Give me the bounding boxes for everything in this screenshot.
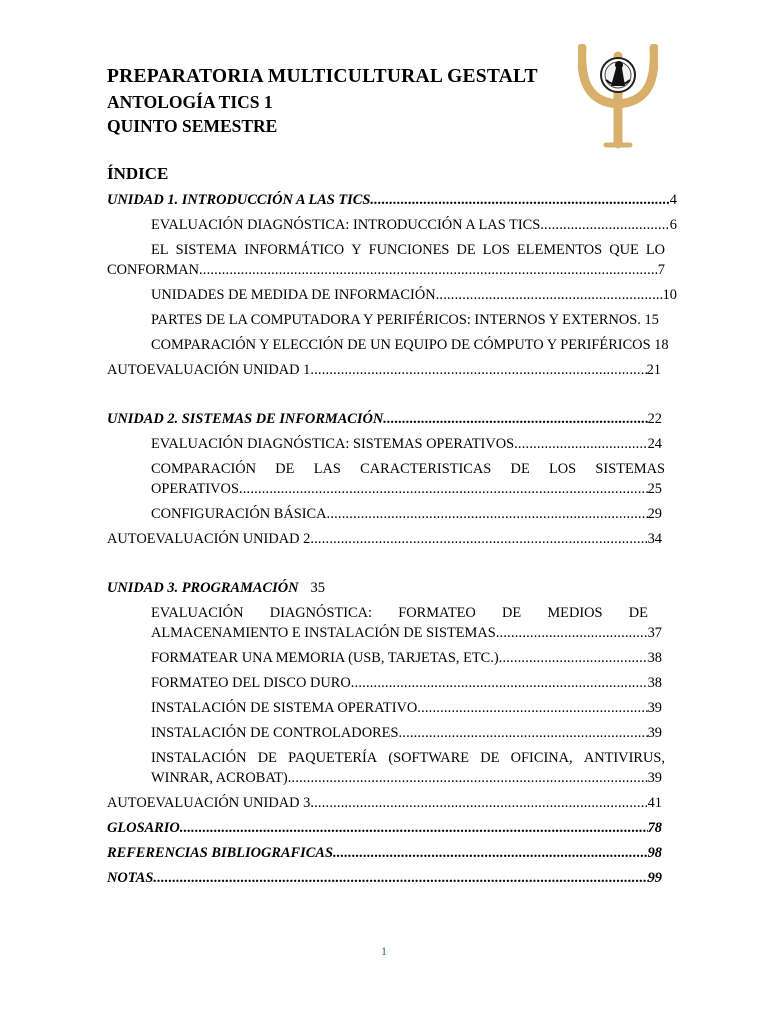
toc-label: ALMACENAMIENTO E INSTALACIÓN DE SISTEMAS xyxy=(151,625,496,641)
justified-line xyxy=(107,240,665,260)
toc-page: 39 xyxy=(647,700,662,716)
dot-leader xyxy=(327,504,648,524)
word: MEDIOS xyxy=(547,605,603,621)
toc-entry-comparacion-equipo[interactable]: COMPARACIÓN Y ELECCIÓN DE UN EQUIPO DE CÓMPUTO Y PERIFÉRICOS 18 xyxy=(151,337,669,353)
dot-leader xyxy=(239,479,648,499)
toc-label: AUTOEVALUACIÓN UNIDAD 3 xyxy=(107,795,311,811)
toc-entry-unidades-medida[interactable] xyxy=(107,285,677,305)
toc-entry-unidad-2[interactable] xyxy=(107,409,662,429)
toc-page: 39 xyxy=(647,725,662,741)
word: LAS xyxy=(313,461,341,477)
page-number: 1 xyxy=(381,944,387,958)
word: LOS xyxy=(482,242,510,258)
justified-line xyxy=(107,603,648,623)
toc-label: INSTALACIÓN DE CONTROLADORES xyxy=(151,725,399,741)
toc-label: CONFIGURACIÓN BÁSICA xyxy=(151,506,327,522)
toc-entry-autoevaluacion-1[interactable] xyxy=(107,360,661,380)
toc-entry-sistema-informatico[interactable] xyxy=(107,240,677,280)
toc-page: 29 xyxy=(647,506,662,522)
toc-entry-formateo-medios[interactable] xyxy=(107,603,677,643)
word: EVALUACIÓN xyxy=(151,605,244,621)
word: EL xyxy=(151,242,169,258)
toc-entry-glosario[interactable] xyxy=(107,818,662,838)
dot-leader xyxy=(310,529,647,549)
toc-label: AUTOEVALUACIÓN UNIDAD 2 xyxy=(107,531,311,547)
toc-page: 78 xyxy=(647,820,662,836)
word: PAQUETERÍA xyxy=(288,750,378,766)
word: SISTEMAS xyxy=(595,461,665,477)
toc-page: 6 xyxy=(669,217,677,233)
word: DE xyxy=(510,461,530,477)
word: SISTEMA xyxy=(175,242,238,258)
toc-label: EVALUACIÓN DIAGNÓSTICA: SISTEMAS OPERATIVOS xyxy=(151,436,515,452)
justified-line xyxy=(107,459,665,479)
justified-line xyxy=(107,748,665,768)
toc-entry-unidad-3[interactable] xyxy=(107,578,677,598)
toc-entry-comparacion-sistemas[interactable] xyxy=(107,459,677,499)
toc-label: GLOSARIO xyxy=(107,820,180,836)
word: ELEMENTOS xyxy=(516,242,603,258)
toc-page: 38 xyxy=(647,650,662,666)
toc-label: FORMATEAR UNA MEMORIA (USB, TARJETAS, ETC.) xyxy=(151,650,499,666)
toc-page: 4 xyxy=(669,192,677,208)
toc-entry-instalacion-paqueteria[interactable] xyxy=(107,748,677,788)
toc-page: 10 xyxy=(662,287,677,303)
word: CARACTERISTICAS xyxy=(360,461,492,477)
dot-leader xyxy=(496,623,648,643)
dot-leader xyxy=(370,190,669,210)
subject-title: ANTOLOGÍA TICS 1 xyxy=(107,92,273,112)
toc-entry-autoevaluacion-3[interactable] xyxy=(107,793,662,813)
toc-page: 98 xyxy=(647,845,662,861)
index-heading: ÍNDICE xyxy=(107,164,169,183)
toc-page: 37 xyxy=(647,625,662,641)
toc-entry-notas[interactable] xyxy=(107,868,662,888)
toc-page: 25 xyxy=(647,481,662,497)
word: INFORMÁTICO xyxy=(244,242,345,258)
toc-label: CONFORMAN xyxy=(107,262,199,278)
table-of-contents xyxy=(107,190,677,893)
dot-leader xyxy=(383,409,647,429)
dot-leader xyxy=(514,434,647,454)
word: DE xyxy=(502,605,522,621)
word: DIAGNÓSTICA: xyxy=(269,605,373,621)
toc-entry-autoevaluacion-2[interactable] xyxy=(107,529,662,549)
dot-leader xyxy=(153,868,647,888)
word: DE xyxy=(275,461,295,477)
toc-page: 24 xyxy=(647,436,662,452)
toc-entry-formateo-disco[interactable] xyxy=(107,673,662,693)
toc-entry-instalacion-controladores[interactable] xyxy=(107,723,662,743)
dot-leader xyxy=(540,215,670,235)
toc-entry-diagnostica-2[interactable] xyxy=(107,434,662,454)
toc-entry-referencias[interactable] xyxy=(107,843,662,863)
dot-leader xyxy=(180,818,648,838)
toc-label: NOTAS xyxy=(107,870,154,886)
dot-leader xyxy=(310,360,646,380)
toc-entry-unidad-1[interactable] xyxy=(107,190,677,210)
toc-label: AUTOEVALUACIÓN UNIDAD 1 xyxy=(107,362,311,378)
word: DE xyxy=(628,605,648,621)
toc-page: 38 xyxy=(647,675,662,691)
toc-entry-instalacion-so[interactable] xyxy=(107,698,662,718)
toc-label: UNIDAD 2. SISTEMAS DE INFORMACIÓN xyxy=(107,411,384,427)
school-title: PREPARATORIA MULTICULTURAL GESTALT xyxy=(107,66,538,87)
toc-page: 21 xyxy=(646,362,661,378)
word: DE xyxy=(456,242,476,258)
toc-page: 7 xyxy=(657,262,665,278)
toc-page: 35 xyxy=(310,580,325,596)
toc-page: 41 xyxy=(647,795,662,811)
dot-leader xyxy=(499,648,648,668)
word: DE xyxy=(257,750,277,766)
word: FUNCIONES xyxy=(368,242,450,258)
toc-entry-formatear-memoria[interactable] xyxy=(107,648,662,668)
dot-leader xyxy=(417,698,647,718)
dot-leader xyxy=(436,285,663,305)
toc-entry-diagnostica-1[interactable] xyxy=(107,215,677,235)
toc-label: FORMATEO DEL DISCO DURO xyxy=(151,675,351,691)
word: (SOFTWARE xyxy=(388,750,470,766)
toc-label: UNIDADES DE MEDIDA DE INFORMACIÓN xyxy=(151,287,436,303)
toc-page: 34 xyxy=(647,531,662,547)
dot-leader xyxy=(310,793,647,813)
word: Y xyxy=(351,242,362,258)
word: LOS xyxy=(548,461,577,477)
toc-page: 99 xyxy=(647,870,662,886)
word: OFICINA, xyxy=(510,750,573,766)
toc-label: EVALUACIÓN DIAGNÓSTICA: INTRODUCCIÓN A LAS TICS xyxy=(151,217,541,233)
dot-leader xyxy=(333,843,648,863)
toc-entry-partes-computadora[interactable]: PARTES DE LA COMPUTADORA Y PERIFÉRICOS: INTERNOS Y EXTERNOS. 15 xyxy=(151,312,659,328)
dot-leader xyxy=(288,768,648,788)
word: INSTALACIÓN xyxy=(151,750,247,766)
dot-leader xyxy=(199,260,658,280)
word: COMPARACIÓN xyxy=(151,461,257,477)
dot-leader xyxy=(398,723,647,743)
semester-title: QUINTO SEMESTRE xyxy=(107,116,278,136)
toc-entry-configuracion-basica[interactable] xyxy=(107,504,662,524)
toc-label: OPERATIVOS xyxy=(151,481,239,497)
word: ANTIVIRUS, xyxy=(583,750,665,766)
toc-label: REFERENCIAS BIBLIOGRAFICAS xyxy=(107,845,333,861)
toc-label: UNIDAD 3. PROGRAMACIÓN xyxy=(107,580,299,596)
toc-label: WINRAR, ACROBAT) xyxy=(151,770,288,786)
dot-leader xyxy=(351,673,648,693)
word: QUE xyxy=(609,242,639,258)
toc-page: 22 xyxy=(647,411,662,427)
toc-label: UNIDAD 1. INTRODUCCIÓN A LAS TICS xyxy=(107,192,371,208)
toc-page: 39 xyxy=(647,770,662,786)
word: FORMATEO xyxy=(398,605,476,621)
word: DE xyxy=(480,750,500,766)
psi-symbol-logo-icon xyxy=(578,44,658,150)
toc-label: INSTALACIÓN DE SISTEMA OPERATIVO xyxy=(151,700,418,716)
word: LO xyxy=(645,242,665,258)
